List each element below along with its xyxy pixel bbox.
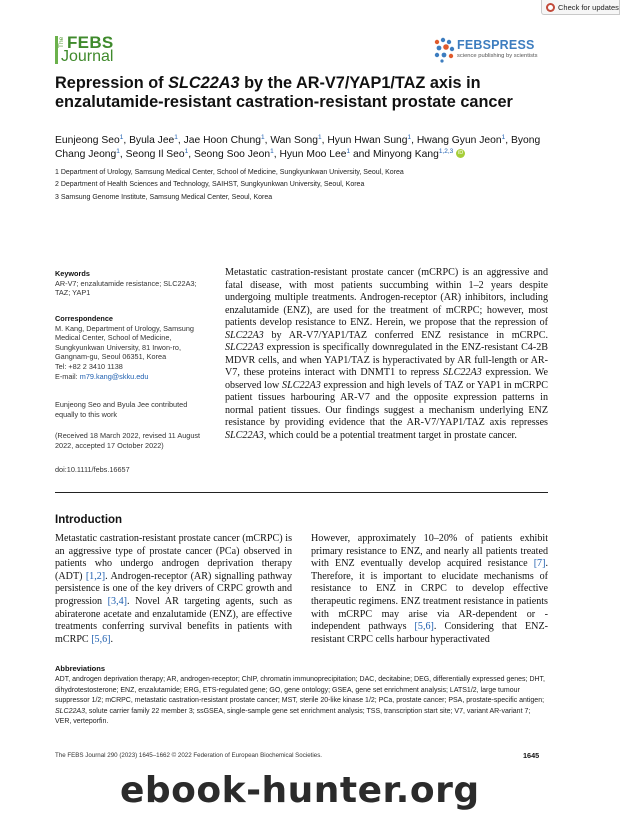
correspondence-heading: Correspondence: [55, 314, 113, 323]
introduction-right-column: However, approximately 10–20% of patients exhibit primary resistance to ENZ, and nearly all patients treated with ENZ eventually develop acquired resistance [7]. Therefore, it is important to elucidate mechanisms of resistance to ENZ in CRPC to develop effective therapeutic regimens. ENZ treatment resistance in patients with mCRPC may arise via AR-dependent or -independent pathways [5,6]. Considering that ENZ-resistant CRPC cells harbour hyperactivated: [311, 533, 549, 645]
check-for-updates-button[interactable]: [541, 0, 620, 15]
author: Seong Soo Jeon$^1$,: [193, 147, 280, 160]
title-part-3: by the AR-V7/YAP1/TAZ axis in enzalutamide-resistant castration-resistant prostate cancer: [55, 74, 513, 111]
email-link[interactable]: m79.kang@skku.edu: [79, 371, 149, 381]
journal-logo-the: The: [58, 36, 65, 48]
author: Byula Jee$^1$,: [129, 134, 184, 146]
author-list: [55, 134, 555, 161]
affiliations: [55, 167, 555, 204]
febs-press-logo-icon: [433, 37, 455, 63]
correspondence-text: M. Kang, Department of Urology, Samsung Medical Center, School of Medicine, Sungkyunkwan University, 81 Irwon-ro, Gangnam-gu, Seoul 06351, Korea: [55, 323, 194, 362]
affiliation-item: 2 Department of Health Sciences and Technology, SAIHST, Sungkyunkwan University, Seoul, Korea: [55, 181, 365, 189]
abstract-text: Metastatic castration-resistant prostate cancer (mCRPC) is an aggressive and fatal disease, with most patients succumbing within 1–2 years despite undergoing multiple treatments. Androgen-receptor (AR) inhibitors, including enzalutamide (ENZ), are used for the treatment of mCRPC; however, most patients develop resistance to ENZ. Herein, we propose that the repression of SLC22A3 by AR-V7/YAP1/TAZ conferred ENZ resistance in mCRPC. SLC22A3 expression is specifically downregulated in the ENZ-resistant C4-2B MDVR cells, and when YAP1/TAZ is hyperactivated by AR full-length or AR-V7, these proteins interact with DNMT1 to repress SLC22A3 expression. We observed low SLC22A3 expression and high levels of TAZ or YAP1 in mCRPC patient tissues harbouring AR-V7 and the opposite expression patterns in normal patient tissues. Our findings suggest a mechanism underlying ENZ resistance by providing evidence that the AR-V7/YAP1/TAZ axis represses SLC22A3, which could be a potential treatment target in prostate cancer.: [225, 267, 549, 441]
affiliation-item: 3 Samsung Genome Institute, Samsung Medical Center, Seoul, Korea: [55, 193, 273, 201]
keywords-text: AR-V7; enzalutamide resistance; SLC22A3; TAZ; YAP1: [55, 278, 197, 298]
title-gene: SLC22A3: [168, 74, 240, 92]
author: Minyong Kang$^{1,2,3}$: [372, 147, 454, 160]
author: Jae Hoon Chung$^1$,: [183, 134, 271, 146]
correspondence-tel: Tel: +82 2 3410 1138: [55, 361, 123, 371]
author: Wan Song$^1$,: [270, 134, 328, 146]
febs-press-name: FEBSPRESS: [457, 38, 535, 52]
abbreviations-text: ADT, androgen deprivation therapy; AR, androgen-receptor; ChIP, chromatin immunoprecipitation; DAC, decitabine; DEG, differentially expressed genes; DHT, dihydrotestosterone; ENZ, enzalutamide; ERG, ETS-regulated gene; GO, gene ontology; GSEA, gene set enrichment analysis; LATS1/2, large tumour suppressor 1/2; mCRPC, metastatic castration-resistant prostate cancer; MST, sterile 20-like kinase 1/2; PCa, prostate cancer; PSA, prostate-specific antigen; SLC22A3, solute carrier family 22 member 3; ssGSEA, single-sample gene set enrichment analysis; TSS, transcription start site; V7, variant AR-variant 7; VER, verteporfin.: [55, 676, 545, 726]
orcid-icon[interactable]: iD: [458, 150, 464, 157]
introduction-heading: Introduction: [55, 514, 123, 526]
author: Eunjeong Seo$^1$,: [55, 134, 130, 146]
title-part-1: Repression of: [55, 74, 169, 92]
abbreviations-heading: Abbreviations: [55, 664, 106, 673]
check-for-updates-label: Check for updates: [558, 2, 619, 12]
keywords-heading: Keywords: [55, 269, 90, 278]
affiliation-item: 1 Department of Urology, Samsung Medical Center, School of Medicine, Sungkyunkwan University, Seoul, Korea: [55, 169, 404, 176]
author: Hyun Moo Lee$^1$ and: [279, 147, 373, 160]
page-number: 1645: [523, 751, 540, 760]
keywords-block: [55, 269, 205, 298]
watermark: ebook-hunter.org: [120, 770, 480, 811]
author: Byong Chang Jeong$^1$,: [55, 135, 541, 160]
correspondence-email: E-mail: m79.kang@skku.edu: [55, 371, 149, 381]
correspondence-block: [55, 314, 205, 381]
article-title: [55, 74, 555, 111]
received-dates: (Received 18 March 2022, revised 11 August 2022, accepted 17 October 2022): [55, 431, 201, 450]
doi[interactable]: doi:10.1111/febs.16657: [55, 465, 130, 474]
journal-logo-febs: FEBS: [67, 33, 114, 52]
author: Seong Il Seo$^1$,: [125, 147, 194, 160]
febs-press-tagline: science publishing by scientists: [457, 53, 538, 59]
crossmark-icon: [546, 3, 555, 12]
author: Hwang Gyun Jeon$^1$,: [416, 134, 509, 146]
author: Hyun Hwan Sung$^1$,: [327, 134, 417, 146]
journal-logo-journal: Journal: [61, 48, 114, 65]
footer-citation: The FEBS Journal 290 (2023) 1645–1662 © 2022 Federation of European Biochemical Societies.: [55, 752, 323, 759]
equal-contribution-note: Eunjeong Seo and Byula Jee contributed equally to this work: [55, 400, 188, 419]
introduction-left-column: Metastatic castration-resistant prostate cancer (mCRPC) is an aggressive type of prostate cancer (PCa) observed in patients who undergo androgen deprivation therapy (ADT) [1,2]. Androgen-receptor (AR) signalling pathway persistence is one of the key drivers of CRPC growth and progression [3,4]. Novel AR targeting agents, such as abiraterone acetate and enzalutamide (ENZ), are effective treatments conferring survival benefits in patients with mCRPC [5,6].: [55, 533, 292, 645]
section-divider: [55, 492, 548, 493]
